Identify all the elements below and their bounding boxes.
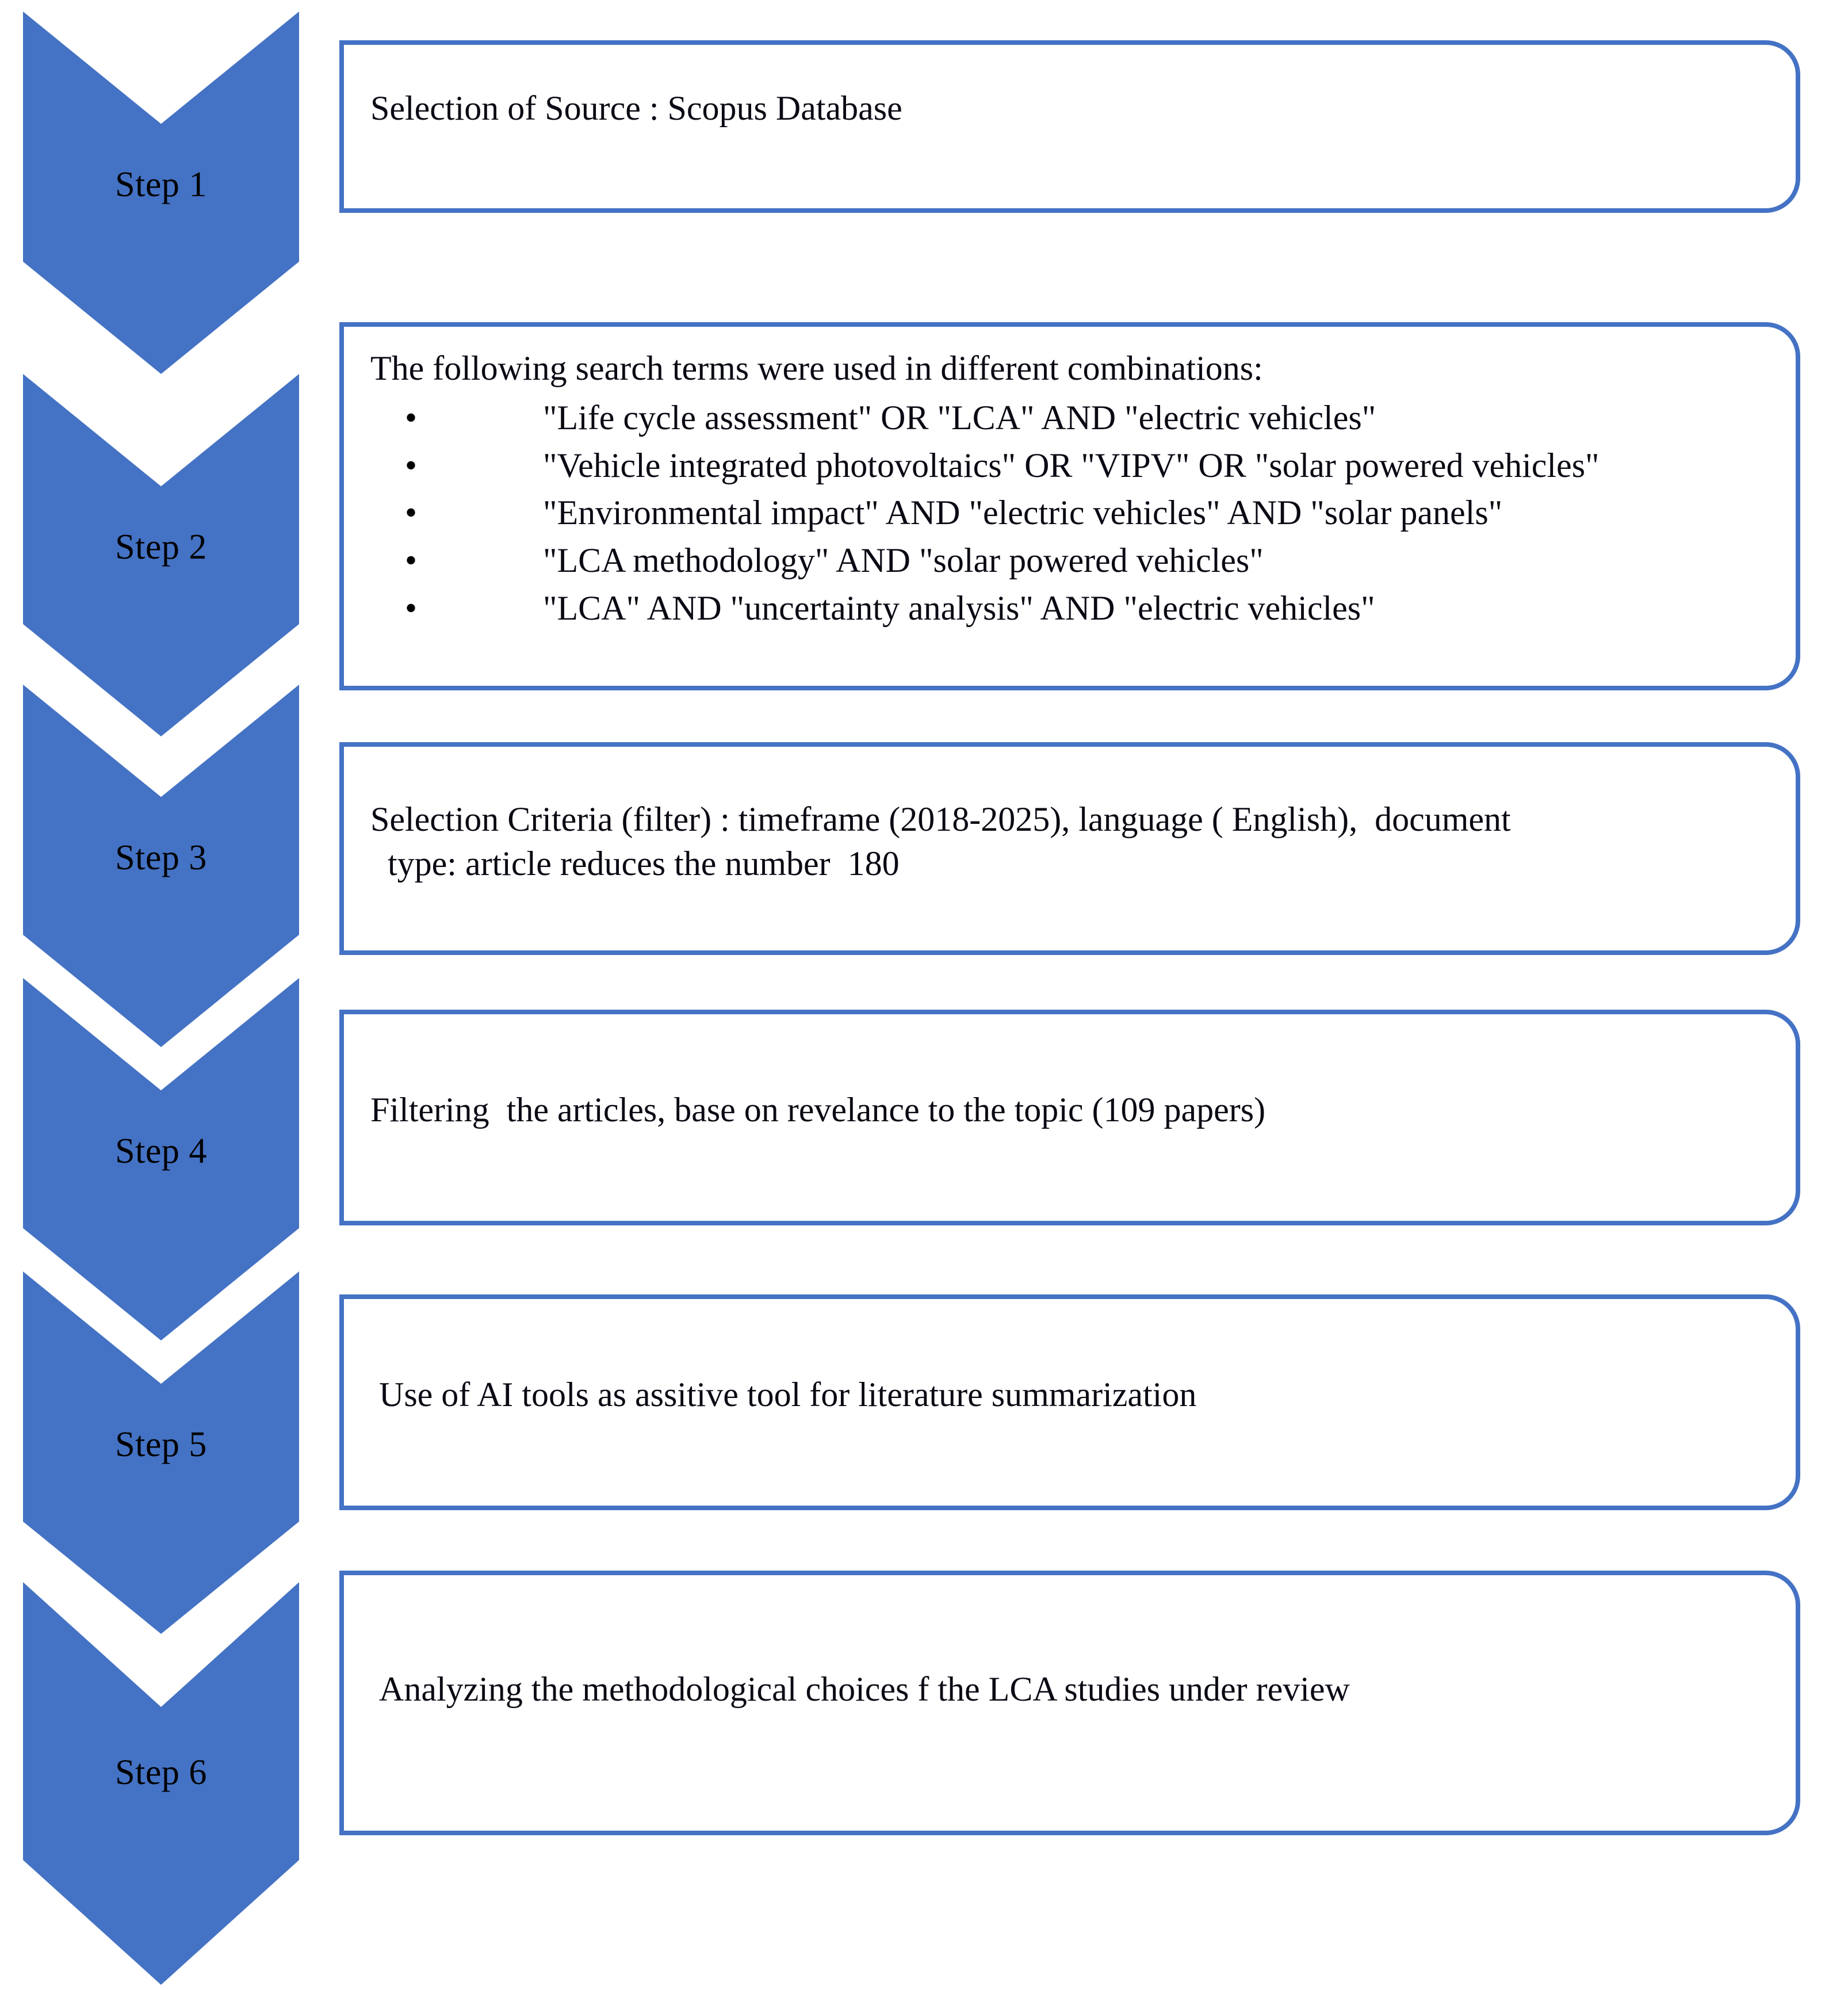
search-terms-list [370,394,1769,632]
step-box-3-content [344,747,1796,903]
step-3-line-1: Selection Criteria (filter) : timeframe (2018-2025), language ( English), document [370,800,1511,838]
search-term-item [370,489,1769,537]
search-term-item [370,585,1769,632]
search-term-text: "LCA" AND "uncertainty analysis" AND "electric vehicles" [543,589,1375,627]
step-1-line-1: Selection of Source : Scopus Database [370,89,902,127]
chevron-label-step-3: Step 3 [115,838,207,877]
bullet-icon: • [405,398,418,437]
bullet-icon: • [405,494,418,532]
step-2-intro: The following search terms were used in different combinations: [370,349,1263,387]
step-4-line-1: Filtering the articles, base on revelance to the topic (109 papers) [370,1091,1266,1129]
search-term-item [370,537,1769,585]
step-6-line-1: Analyzing the methodological choices f the LCA studies under review [370,1670,1350,1708]
chevron-label-step-6: Step 6 [115,1753,207,1792]
bullet-icon: • [405,589,418,627]
search-term-text: "LCA methodology" AND "solar powered vehicles" [543,541,1264,580]
search-term-item [370,394,1769,442]
step-box-1[interactable] [339,40,1800,213]
chevron-label-step-4: Step 4 [115,1132,207,1171]
step-5-line-1: Use of AI tools as assitive tool for literature summarization [370,1376,1197,1414]
bullet-icon: • [405,541,418,580]
search-term-item [370,442,1769,490]
chevron-label-step-1: Step 1 [115,165,207,204]
bullet-icon: • [405,446,418,484]
search-term-text: "Vehicle integrated photovoltaics" OR "VIPV" OR "solar powered vehicles" [543,446,1600,484]
step-3-line-2: type: article reduces the number 180 [370,844,900,883]
step-box-6[interactable] [339,1571,1800,1835]
chevron-label-step-2: Step 2 [115,528,207,567]
chevron-column [0,0,322,1990]
step-box-5[interactable] [339,1294,1800,1510]
step-box-2-content [344,327,1796,650]
step-box-2[interactable] [339,322,1800,690]
search-term-text: "Life cycle assessment" OR "LCA" AND "electric vehicles" [543,398,1376,437]
step-box-4-content [344,1014,1796,1149]
chevron-label-step-5: Step 5 [115,1425,207,1464]
search-term-text: "Environmental impact" AND "electric vehicles" AND "solar panels" [543,494,1503,532]
step-box-4[interactable] [339,1010,1800,1225]
step-box-1-content [344,45,1796,148]
step-box-3[interactable] [339,742,1800,955]
step-box-6-content [344,1575,1796,1729]
step-box-5-content [344,1299,1796,1434]
